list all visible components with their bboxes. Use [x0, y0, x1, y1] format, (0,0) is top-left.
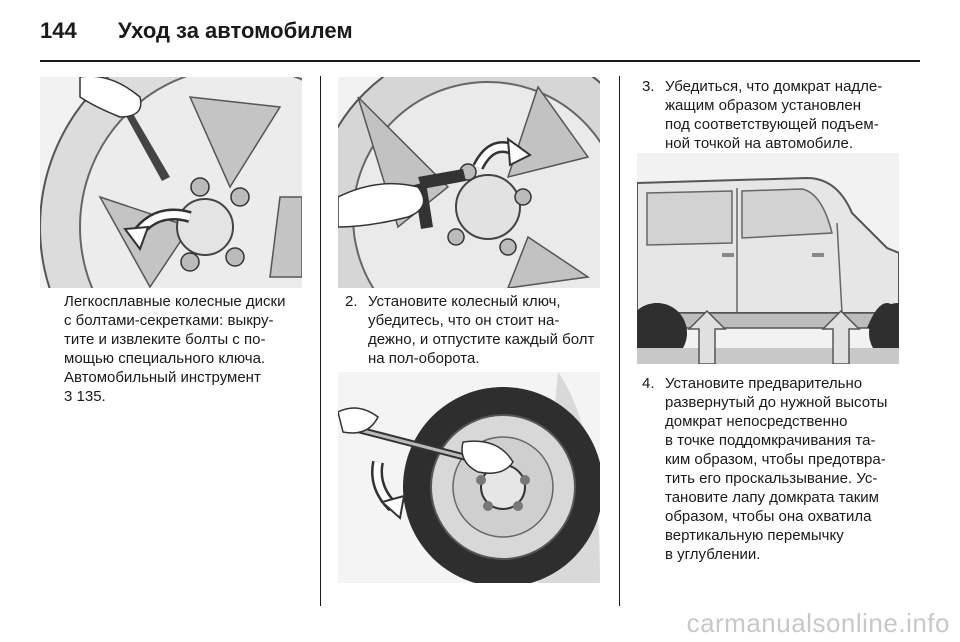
xref-page: 135.: [76, 388, 106, 405]
step-line: развернутый до нужной высоты: [665, 394, 888, 411]
step-3: [642, 77, 912, 153]
caption-line: мощью специального ключа.: [64, 350, 266, 367]
step-number: 4.: [642, 375, 655, 392]
caption-line: с болтами-секретками: выкру-: [64, 312, 274, 329]
step-number: 3.: [642, 78, 655, 95]
step-line: под соответствующей подъем-: [665, 116, 879, 133]
step-line: тановите лапу домкрата таким: [665, 489, 879, 506]
alloy-wheel-illustration: [40, 77, 302, 288]
caption-line: Автомобильный инструмент: [64, 369, 261, 386]
column-divider-right: [619, 76, 620, 606]
step-line: Убедиться, что домкрат надле-: [665, 78, 883, 95]
page-number: 144: [40, 18, 77, 43]
step-line: ной точкой на автомобиле.: [665, 135, 854, 152]
watermark: carmanualsonline.info: [686, 608, 950, 638]
wheel-wrench-alloy-illustration: [338, 77, 600, 288]
step-4: [642, 374, 917, 564]
step-number: 2.: [345, 293, 358, 310]
column-divider-left: [320, 76, 321, 606]
step-line: на пол-оборота.: [368, 350, 480, 367]
step-line: дежно, и отпустите каждый болт: [368, 331, 595, 348]
step-line: убедитесь, что он стоит на-: [368, 312, 560, 329]
step-line: образом, чтобы она охватила: [665, 508, 872, 525]
step-line: жащим образом установлен: [665, 97, 862, 114]
cross-reference: [64, 387, 285, 406]
step-line: тить его проскальзывание. Ус-: [665, 470, 878, 487]
step-line: в точке поддомкрачивания та-: [665, 432, 876, 449]
wheel-wrench-steel-illustration: [338, 372, 600, 583]
caption-line: тите и извлеките болты с по-: [64, 331, 266, 348]
step-line: ким образом, чтобы предотвра-: [665, 451, 886, 468]
step-line: домкрат непосредственно: [665, 413, 848, 430]
step-line: Установите предварительно: [665, 375, 863, 392]
step-2: [345, 292, 615, 368]
arrow-reference-icon: 3: [64, 388, 73, 405]
vehicle-jack-points-illustration: [637, 153, 899, 364]
step-line: Установите колесный ключ,: [368, 293, 561, 310]
header-rule: [40, 60, 920, 62]
col1-caption: [64, 292, 285, 406]
step-line: в углублении.: [665, 546, 761, 563]
caption-line: Легкосплавные колесные диски: [64, 293, 286, 310]
page-title: Уход за автомобилем: [118, 18, 353, 43]
step-line: вертикальную перемычку: [665, 527, 844, 544]
